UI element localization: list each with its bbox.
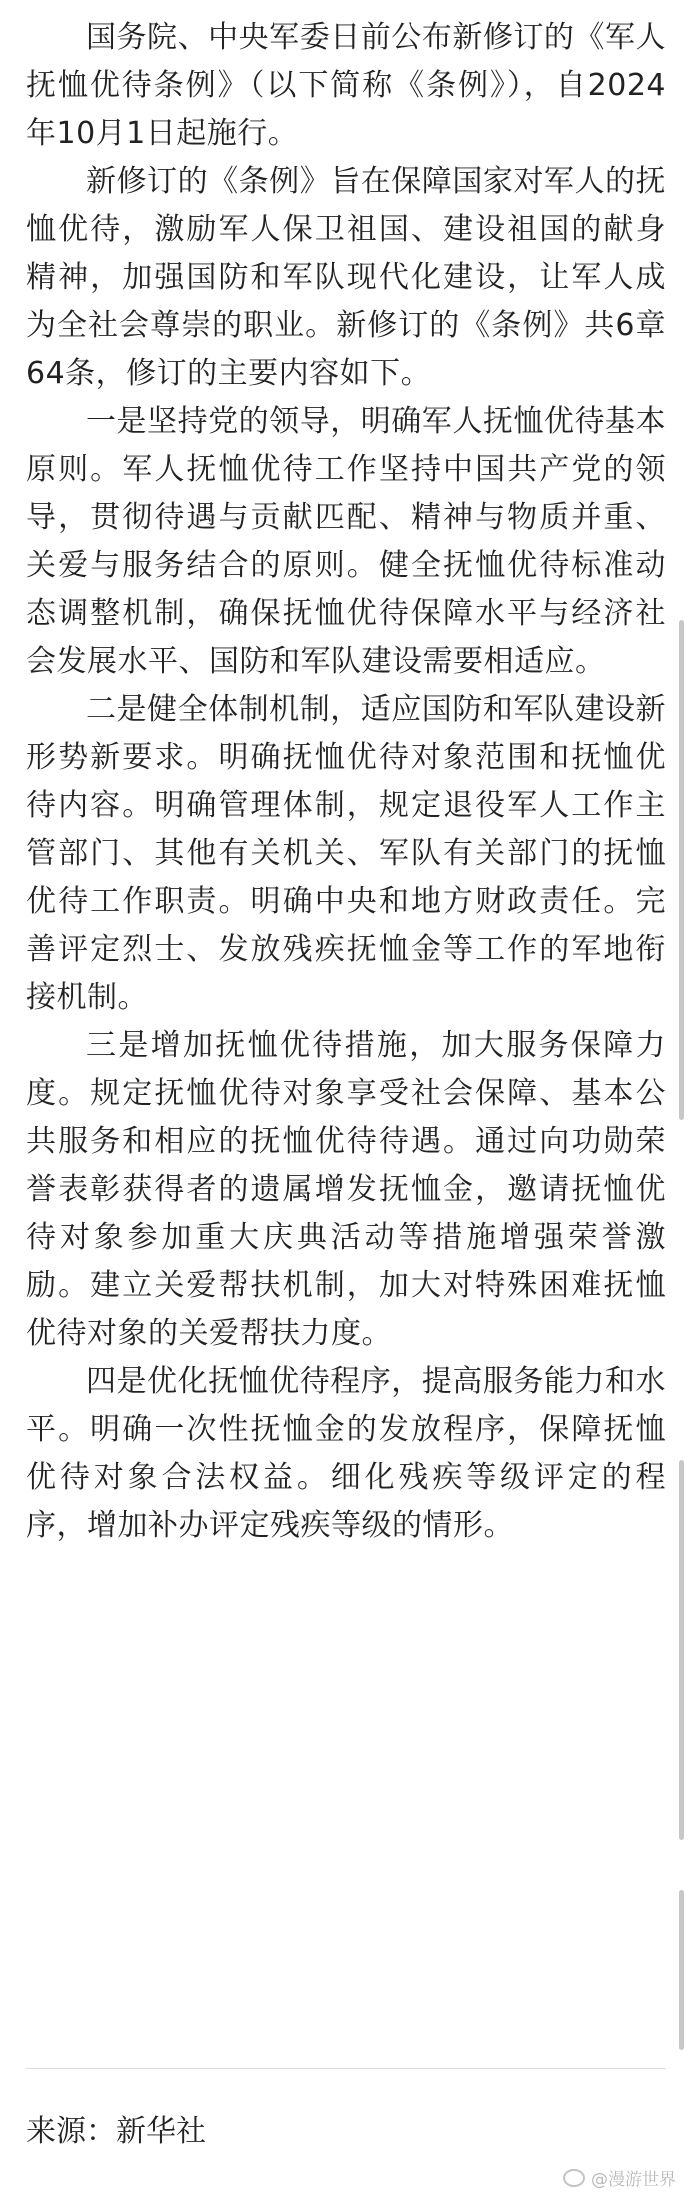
divider bbox=[26, 2068, 666, 2069]
watermark-text: @漫游世界 bbox=[591, 2170, 676, 2190]
paragraph-intro: 国务院、中央军委日前公布新修订的《军人抚恤优待条例》（以下简称《条例》），自2024年10月1日起施行。 bbox=[26, 20, 666, 151]
weibo-icon bbox=[563, 2169, 585, 2187]
scroll-indicator-1 bbox=[679, 620, 684, 1120]
scroll-indicator-3 bbox=[679, 1890, 684, 2050]
watermark bbox=[563, 2165, 676, 2190]
paragraph-point-2: 二是健全体制机制，适应国防和军队建设新形势新要求。明确抚恤优待对象范围和抚恤优待内容。明确管理体制，规定退役军人工作主管部门、其他有关机关、军队有关部门的抚恤优待工作职责。明确中央和地方财政责任。完善评定烈士、发放残疾抚恤金等工作的军地衔接机制。 bbox=[26, 692, 666, 1015]
source-line: 来源：新华社 bbox=[26, 2114, 206, 2149]
paragraph-point-1: 一是坚持党的领导，明确军人抚恤优待基本原则。军人抚恤优待工作坚持中国共产党的领导，贯彻待遇与贡献匹配、精神与物质并重、关爱与服务结合的原则。健全抚恤优待标准动态调整机制，确保抚恤优待保障水平与经济社会发展水平、国防和军队建设需要相适应。 bbox=[26, 404, 666, 679]
paragraph-point-3: 三是增加抚恤优待措施，加大服务保障力度。规定抚恤优待对象享受社会保障、基本公共服务和相应的抚恤优待待遇。通过向功勋荣誉表彰获得者的遗属增发抚恤金，邀请抚恤优待对象参加重大庆典活动等措施增强荣誉激励。建立关爱帮扶机制，加大对特殊困难抚恤优待对象的关爱帮扶力度。 bbox=[26, 1028, 666, 1351]
article-body bbox=[26, 14, 666, 1550]
paragraph-point-4: 四是优化抚恤优待程序，提高服务能力和水平。明确一次性抚恤金的发放程序，保障抚恤优待对象合法权益。细化残疾等级评定的程序，增加补办评定残疾等级的情形。 bbox=[26, 1364, 666, 1543]
paragraph-purpose: 新修订的《条例》旨在保障国家对军人的抚恤优待，激励军人保卫祖国、建设祖国的献身精神，加强国防和军队现代化建设，让军人成为全社会尊崇的职业。新修订的《条例》共6章64条，修订的主要内容如下。 bbox=[26, 164, 666, 391]
scroll-indicator-2 bbox=[679, 1460, 684, 1840]
